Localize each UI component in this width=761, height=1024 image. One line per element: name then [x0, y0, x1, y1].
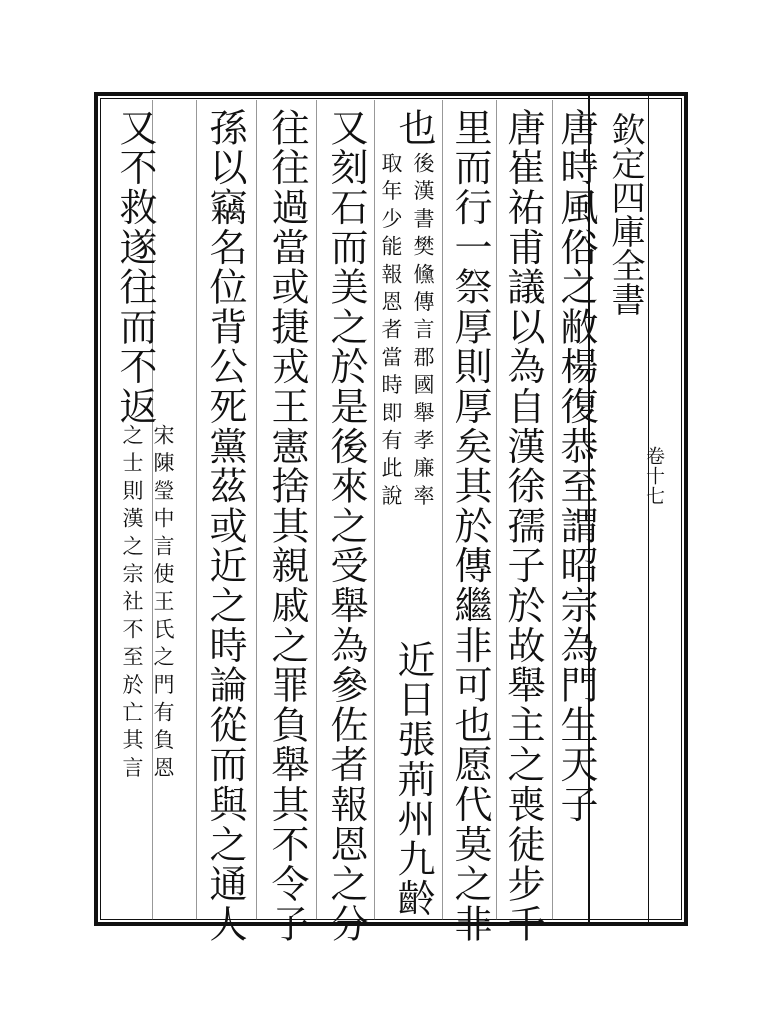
column-rule — [256, 100, 257, 920]
text-column: 往往過當或捷戎王憲捨其親戚之罪負舉其不令子 — [265, 108, 309, 944]
text-column: 唐時風俗之敝楊復恭至謂昭宗為門生天子 — [554, 108, 598, 825]
text-column: 又不救遂往而不返 — [113, 108, 157, 427]
column-rule — [442, 100, 443, 920]
annotation-column: 後漢書樊儵傳言郡國舉孝廉率 — [411, 152, 435, 513]
annotation-column: 宋陳瑩中言使王氏之門有負恩 — [151, 424, 175, 785]
column-rule — [196, 100, 197, 920]
volume-label: 卷十七 — [643, 446, 665, 506]
text-column: 又刻石而美之於是後來之受舉為參佐者報恩之分 — [324, 108, 368, 944]
text-column: 唐崔祐甫議以為自漢徐孺子於故舉主之喪徒步千 — [501, 108, 545, 944]
column-rule — [316, 100, 317, 920]
text-column: 里而行一祭厚則厚矣其於傳繼非可也愿代莫之非 — [448, 108, 492, 944]
margin-rule — [648, 92, 649, 926]
book-title: 欽定四庫全書 — [605, 112, 645, 316]
column-rule — [374, 100, 375, 920]
annotation-column: 之士則漢之宗社不至於亡其言 — [120, 424, 144, 785]
text-column: 孫以竊名位背公死黨茲或近之時論從而與之通人 — [203, 108, 247, 944]
text-column: 近日張荊州九齡 — [391, 640, 435, 919]
column-rule — [552, 100, 553, 920]
annotation-column: 取年少能報恩者當時即有此說 — [379, 152, 403, 513]
column-rule — [496, 100, 497, 920]
text-column: 也 — [392, 108, 436, 148]
